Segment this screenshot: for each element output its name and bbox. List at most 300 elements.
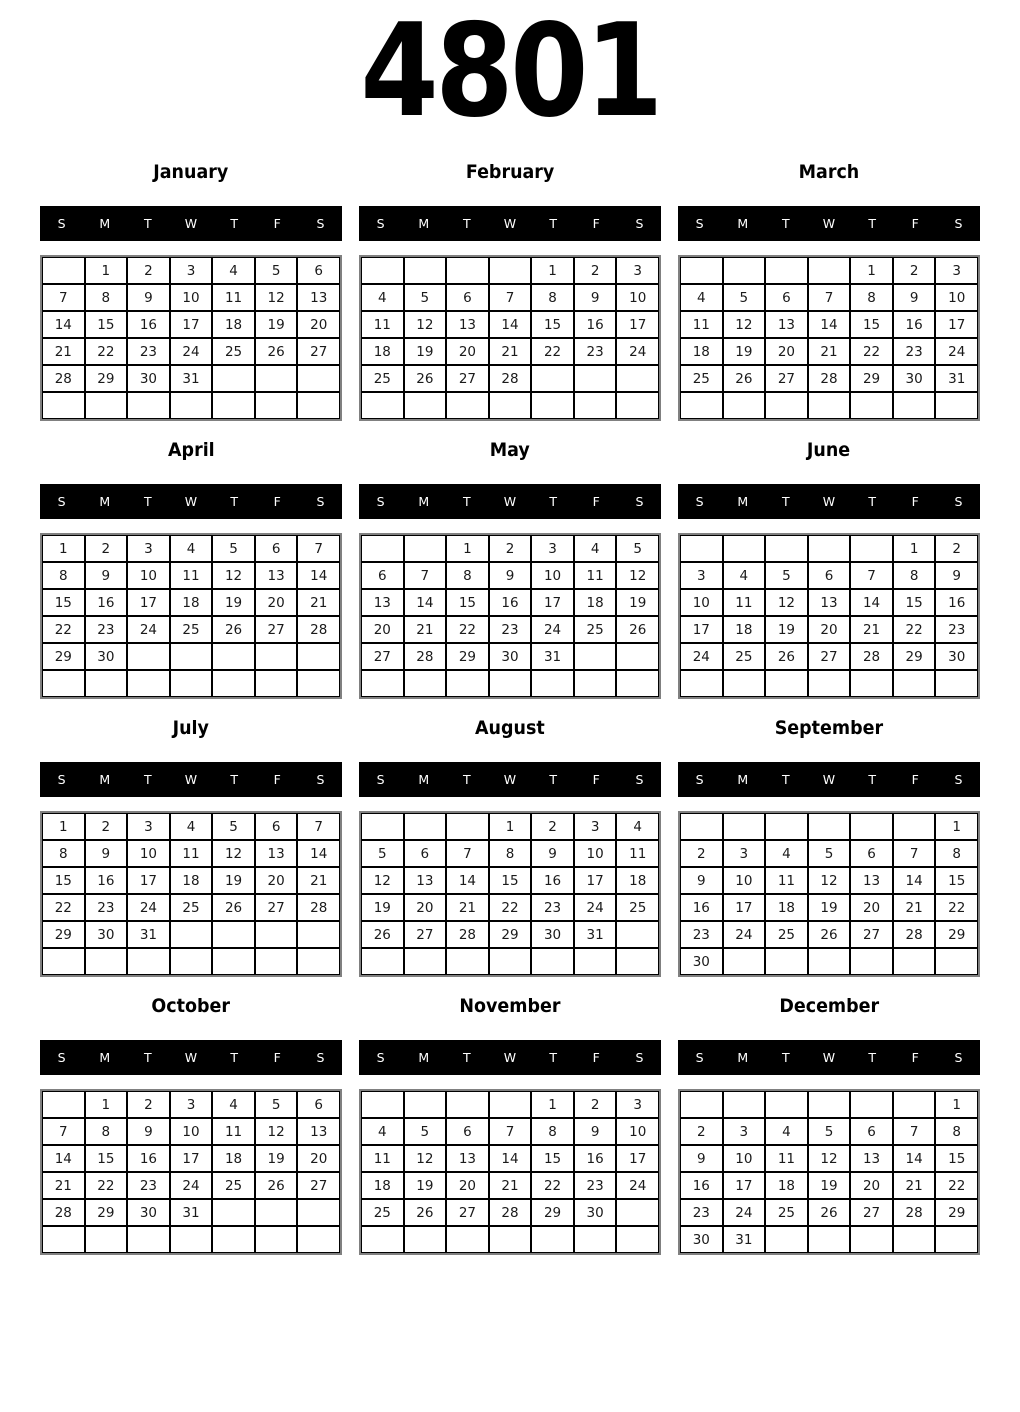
empty-date-cell [616, 1226, 659, 1253]
date-cell: 15 [42, 867, 85, 894]
empty-date-cell [404, 535, 447, 562]
date-cell: 18 [616, 867, 659, 894]
empty-date-cell [765, 392, 808, 419]
weekday-cell: F [592, 216, 600, 231]
date-cell: 24 [574, 894, 617, 921]
empty-date-cell [531, 670, 574, 697]
date-cell: 14 [446, 867, 489, 894]
empty-date-cell [170, 921, 213, 948]
date-cell: 6 [404, 840, 447, 867]
date-cell: 29 [489, 921, 532, 948]
date-cell: 22 [446, 616, 489, 643]
date-cell: 12 [765, 589, 808, 616]
empty-date-cell [935, 948, 978, 975]
date-cell: 23 [893, 338, 936, 365]
date-cell: 7 [297, 813, 340, 840]
empty-date-cell [893, 1091, 936, 1118]
date-cell: 26 [765, 643, 808, 670]
date-cell: 2 [893, 257, 936, 284]
date-cell: 16 [489, 589, 532, 616]
date-cell: 20 [361, 616, 404, 643]
date-cell: 20 [446, 1172, 489, 1199]
date-cell: 26 [255, 1172, 298, 1199]
month-title [359, 158, 661, 186]
date-cell: 14 [297, 562, 340, 589]
date-cell: 28 [42, 1199, 85, 1226]
date-cell: 19 [255, 311, 298, 338]
empty-date-cell [574, 643, 617, 670]
date-cell: 23 [574, 338, 617, 365]
empty-date-cell [170, 670, 213, 697]
date-cell: 25 [212, 1172, 255, 1199]
date-cell: 26 [361, 921, 404, 948]
date-cell: 12 [255, 1118, 298, 1145]
date-cell: 6 [446, 284, 489, 311]
date-cell: 5 [212, 535, 255, 562]
empty-date-cell [808, 392, 851, 419]
empty-date-cell [723, 670, 766, 697]
weekday-cell: T [549, 216, 557, 231]
weekday-cell: S [695, 494, 704, 509]
empty-date-cell [808, 948, 851, 975]
weekday-header-row [678, 1040, 980, 1075]
weekday-header-row [359, 484, 661, 519]
date-cell: 3 [723, 1118, 766, 1145]
empty-date-cell [765, 948, 808, 975]
date-cell: 8 [531, 1118, 574, 1145]
empty-date-cell [42, 1226, 85, 1253]
date-cell: 17 [574, 867, 617, 894]
date-cell: 3 [616, 257, 659, 284]
date-cell: 20 [255, 589, 298, 616]
date-cell: 8 [489, 840, 532, 867]
month-title [678, 992, 980, 1020]
date-cell: 15 [935, 867, 978, 894]
date-cell: 23 [680, 1199, 723, 1226]
empty-date-cell [212, 1226, 255, 1253]
date-cell: 2 [574, 257, 617, 284]
date-cell: 5 [361, 840, 404, 867]
date-cell: 9 [935, 562, 978, 589]
date-cell: 7 [489, 1118, 532, 1145]
date-cell: 31 [170, 1199, 213, 1226]
date-cell: 22 [85, 338, 128, 365]
date-cell: 25 [680, 365, 723, 392]
empty-date-cell [489, 392, 532, 419]
date-cell: 1 [935, 813, 978, 840]
date-cell: 21 [850, 616, 893, 643]
empty-date-cell [255, 392, 298, 419]
date-cell: 1 [85, 257, 128, 284]
date-cell: 4 [361, 284, 404, 311]
date-cell: 24 [935, 338, 978, 365]
weekday-cell: S [954, 494, 963, 509]
date-cell: 23 [680, 921, 723, 948]
date-cell: 13 [404, 867, 447, 894]
empty-date-cell [893, 813, 936, 840]
date-cell: 26 [808, 1199, 851, 1226]
date-cell: 12 [404, 1145, 447, 1172]
date-cell: 27 [297, 338, 340, 365]
empty-date-cell [723, 257, 766, 284]
weekday-cell: S [57, 1050, 66, 1065]
weekday-cell: S [57, 772, 66, 787]
weekday-cell: F [592, 494, 600, 509]
date-cell: 11 [616, 840, 659, 867]
empty-date-cell [361, 392, 404, 419]
month-title [40, 436, 342, 464]
year-title: 4801 [360, 0, 660, 146]
weekday-cell: T [230, 772, 238, 787]
month-block [678, 436, 980, 699]
empty-date-cell [680, 535, 723, 562]
date-cell: 22 [531, 1172, 574, 1199]
date-cell: 21 [297, 867, 340, 894]
date-cell: 31 [574, 921, 617, 948]
weekday-header-row [359, 762, 661, 797]
month-block [40, 714, 342, 977]
date-cell: 2 [680, 840, 723, 867]
date-cell: 9 [85, 562, 128, 589]
weekday-cell: M [418, 494, 430, 509]
date-cell: 25 [212, 338, 255, 365]
empty-date-cell [212, 392, 255, 419]
date-cell: 10 [170, 284, 213, 311]
date-cell: 19 [404, 338, 447, 365]
weekday-cell: S [316, 772, 325, 787]
weekday-cell: W [184, 494, 198, 509]
empty-date-cell [446, 1226, 489, 1253]
date-cell: 6 [850, 1118, 893, 1145]
date-cell: 13 [446, 311, 489, 338]
weekday-cell: W [822, 494, 836, 509]
date-cell: 19 [255, 1145, 298, 1172]
date-cell: 10 [170, 1118, 213, 1145]
date-cell: 4 [765, 1118, 808, 1145]
date-cell: 16 [85, 589, 128, 616]
date-cell: 23 [127, 1172, 170, 1199]
empty-date-cell [850, 1226, 893, 1253]
empty-date-cell [765, 1091, 808, 1118]
date-cell: 18 [680, 338, 723, 365]
weekday-cell: F [911, 216, 919, 231]
date-cell: 31 [935, 365, 978, 392]
date-cell: 29 [850, 365, 893, 392]
month-title [40, 158, 342, 186]
weekday-cell: T [782, 216, 790, 231]
date-cell: 6 [297, 1091, 340, 1118]
date-cell: 16 [531, 867, 574, 894]
empty-date-cell [297, 365, 340, 392]
weekday-cell: T [868, 216, 876, 231]
date-cell: 2 [935, 535, 978, 562]
date-cell: 5 [404, 1118, 447, 1145]
month-title [40, 714, 342, 742]
date-cell: 31 [723, 1226, 766, 1253]
empty-date-cell [404, 257, 447, 284]
date-cell: 29 [42, 643, 85, 670]
date-cell: 30 [127, 1199, 170, 1226]
date-cell: 27 [446, 365, 489, 392]
empty-date-cell [616, 670, 659, 697]
empty-date-cell [42, 670, 85, 697]
date-cell: 15 [850, 311, 893, 338]
date-cell: 7 [893, 840, 936, 867]
weekday-cell: S [635, 1050, 644, 1065]
empty-date-cell [765, 1226, 808, 1253]
weekday-cell: S [635, 216, 644, 231]
date-cell: 20 [297, 311, 340, 338]
date-cell: 9 [574, 284, 617, 311]
date-cell: 22 [85, 1172, 128, 1199]
empty-date-cell [765, 535, 808, 562]
weekday-header-row [40, 762, 342, 797]
weekday-cell: T [868, 772, 876, 787]
date-grid [359, 811, 661, 977]
date-cell: 5 [255, 1091, 298, 1118]
date-cell: 15 [531, 311, 574, 338]
weekday-cell: T [230, 1050, 238, 1065]
date-cell: 19 [808, 894, 851, 921]
date-cell: 19 [404, 1172, 447, 1199]
date-cell: 26 [212, 894, 255, 921]
empty-date-cell [212, 948, 255, 975]
weekday-cell: F [273, 772, 281, 787]
empty-date-cell [489, 670, 532, 697]
empty-date-cell [42, 948, 85, 975]
empty-date-cell [85, 392, 128, 419]
date-cell: 28 [489, 1199, 532, 1226]
date-cell: 24 [616, 1172, 659, 1199]
date-cell: 12 [404, 311, 447, 338]
date-cell: 26 [404, 365, 447, 392]
weekday-cell: M [737, 216, 749, 231]
date-cell: 18 [170, 867, 213, 894]
empty-date-cell [297, 643, 340, 670]
month-title [678, 714, 980, 742]
date-cell: 6 [255, 813, 298, 840]
weekday-cell: W [822, 216, 836, 231]
weekday-cell: M [737, 1050, 749, 1065]
date-cell: 28 [404, 643, 447, 670]
date-cell: 25 [361, 1199, 404, 1226]
date-cell: 1 [42, 535, 85, 562]
empty-date-cell [808, 813, 851, 840]
month-block [678, 714, 980, 977]
empty-date-cell [574, 948, 617, 975]
weekday-header-row [40, 484, 342, 519]
date-cell: 16 [680, 1172, 723, 1199]
date-grid [359, 533, 661, 699]
date-cell: 25 [170, 894, 213, 921]
weekday-cell: T [782, 772, 790, 787]
empty-date-cell [297, 392, 340, 419]
date-grid [40, 811, 342, 977]
date-cell: 12 [212, 840, 255, 867]
date-cell: 26 [808, 921, 851, 948]
date-cell: 29 [42, 921, 85, 948]
date-cell: 26 [723, 365, 766, 392]
date-cell: 16 [127, 311, 170, 338]
date-cell: 8 [446, 562, 489, 589]
empty-date-cell [680, 670, 723, 697]
date-cell: 7 [850, 562, 893, 589]
date-cell: 2 [85, 535, 128, 562]
empty-date-cell [212, 670, 255, 697]
date-cell: 29 [85, 1199, 128, 1226]
empty-date-cell [170, 392, 213, 419]
date-cell: 14 [42, 1145, 85, 1172]
month-title [678, 158, 980, 186]
empty-date-cell [850, 535, 893, 562]
date-cell: 3 [170, 257, 213, 284]
month-name: February [465, 161, 555, 183]
empty-date-cell [893, 670, 936, 697]
date-cell: 2 [489, 535, 532, 562]
date-cell: 8 [935, 1118, 978, 1145]
date-cell: 7 [42, 1118, 85, 1145]
month-name: June [807, 439, 851, 461]
empty-date-cell [297, 948, 340, 975]
weekday-cell: W [184, 772, 198, 787]
date-cell: 25 [361, 365, 404, 392]
date-cell: 10 [680, 589, 723, 616]
empty-date-cell [127, 670, 170, 697]
date-cell: 4 [680, 284, 723, 311]
date-cell: 25 [574, 616, 617, 643]
empty-date-cell [404, 1091, 447, 1118]
empty-date-cell [446, 813, 489, 840]
empty-date-cell [446, 392, 489, 419]
month-name: October [151, 995, 231, 1017]
month-title [359, 436, 661, 464]
date-cell: 20 [850, 1172, 893, 1199]
date-cell: 21 [404, 616, 447, 643]
empty-date-cell [361, 948, 404, 975]
date-cell: 26 [255, 338, 298, 365]
weekday-cell: S [635, 494, 644, 509]
date-cell: 31 [170, 365, 213, 392]
empty-date-cell [893, 392, 936, 419]
date-cell: 10 [127, 840, 170, 867]
month-block [359, 714, 661, 977]
date-cell: 16 [680, 894, 723, 921]
empty-date-cell [361, 1226, 404, 1253]
empty-date-cell [935, 670, 978, 697]
date-cell: 18 [212, 311, 255, 338]
date-cell: 1 [531, 1091, 574, 1118]
date-cell: 31 [127, 921, 170, 948]
date-cell: 7 [404, 562, 447, 589]
empty-date-cell [850, 392, 893, 419]
empty-date-cell [723, 392, 766, 419]
empty-date-cell [808, 1091, 851, 1118]
date-cell: 26 [404, 1199, 447, 1226]
date-cell: 27 [765, 365, 808, 392]
date-cell: 30 [935, 643, 978, 670]
date-cell: 25 [170, 616, 213, 643]
date-cell: 13 [255, 840, 298, 867]
date-cell: 12 [361, 867, 404, 894]
month-block [40, 436, 342, 699]
date-cell: 27 [850, 1199, 893, 1226]
date-cell: 30 [85, 643, 128, 670]
empty-date-cell [723, 535, 766, 562]
empty-date-cell [85, 948, 128, 975]
date-cell: 28 [808, 365, 851, 392]
date-cell: 18 [723, 616, 766, 643]
date-cell: 9 [680, 867, 723, 894]
date-cell: 19 [212, 589, 255, 616]
date-cell: 17 [127, 589, 170, 616]
date-cell: 7 [893, 1118, 936, 1145]
weekday-cell: S [695, 1050, 704, 1065]
date-cell: 10 [531, 562, 574, 589]
date-cell: 11 [170, 840, 213, 867]
weekday-cell: F [911, 494, 919, 509]
date-cell: 20 [850, 894, 893, 921]
empty-date-cell [212, 365, 255, 392]
weekday-cell: S [376, 494, 385, 509]
date-cell: 3 [723, 840, 766, 867]
empty-date-cell [616, 392, 659, 419]
empty-date-cell [85, 670, 128, 697]
empty-date-cell [765, 670, 808, 697]
date-cell: 25 [765, 921, 808, 948]
date-cell: 11 [765, 867, 808, 894]
date-cell: 19 [361, 894, 404, 921]
weekday-cell: W [503, 772, 517, 787]
weekday-cell: T [463, 494, 471, 509]
month-name: August [475, 717, 545, 739]
date-cell: 1 [893, 535, 936, 562]
date-cell: 12 [212, 562, 255, 589]
date-cell: 4 [574, 535, 617, 562]
date-cell: 3 [170, 1091, 213, 1118]
date-cell: 7 [42, 284, 85, 311]
month-name: July [172, 717, 210, 739]
date-cell: 14 [850, 589, 893, 616]
months-grid [0, 158, 1020, 1255]
date-cell: 21 [42, 338, 85, 365]
date-cell: 17 [170, 1145, 213, 1172]
empty-date-cell [170, 948, 213, 975]
weekday-header-row [359, 1040, 661, 1075]
date-cell: 15 [531, 1145, 574, 1172]
date-cell: 25 [616, 894, 659, 921]
date-cell: 17 [935, 311, 978, 338]
date-cell: 28 [489, 365, 532, 392]
date-cell: 14 [893, 1145, 936, 1172]
empty-date-cell [404, 813, 447, 840]
date-cell: 10 [616, 1118, 659, 1145]
date-cell: 21 [297, 589, 340, 616]
empty-date-cell [127, 1226, 170, 1253]
date-cell: 6 [765, 284, 808, 311]
weekday-cell: T [549, 772, 557, 787]
date-cell: 28 [42, 365, 85, 392]
date-cell: 11 [170, 562, 213, 589]
empty-date-cell [170, 1226, 213, 1253]
empty-date-cell [850, 813, 893, 840]
weekday-cell: T [782, 1050, 790, 1065]
date-cell: 17 [127, 867, 170, 894]
month-block [678, 158, 980, 421]
date-cell: 5 [723, 284, 766, 311]
empty-date-cell [893, 1226, 936, 1253]
month-block [40, 158, 342, 421]
weekday-cell: T [549, 494, 557, 509]
